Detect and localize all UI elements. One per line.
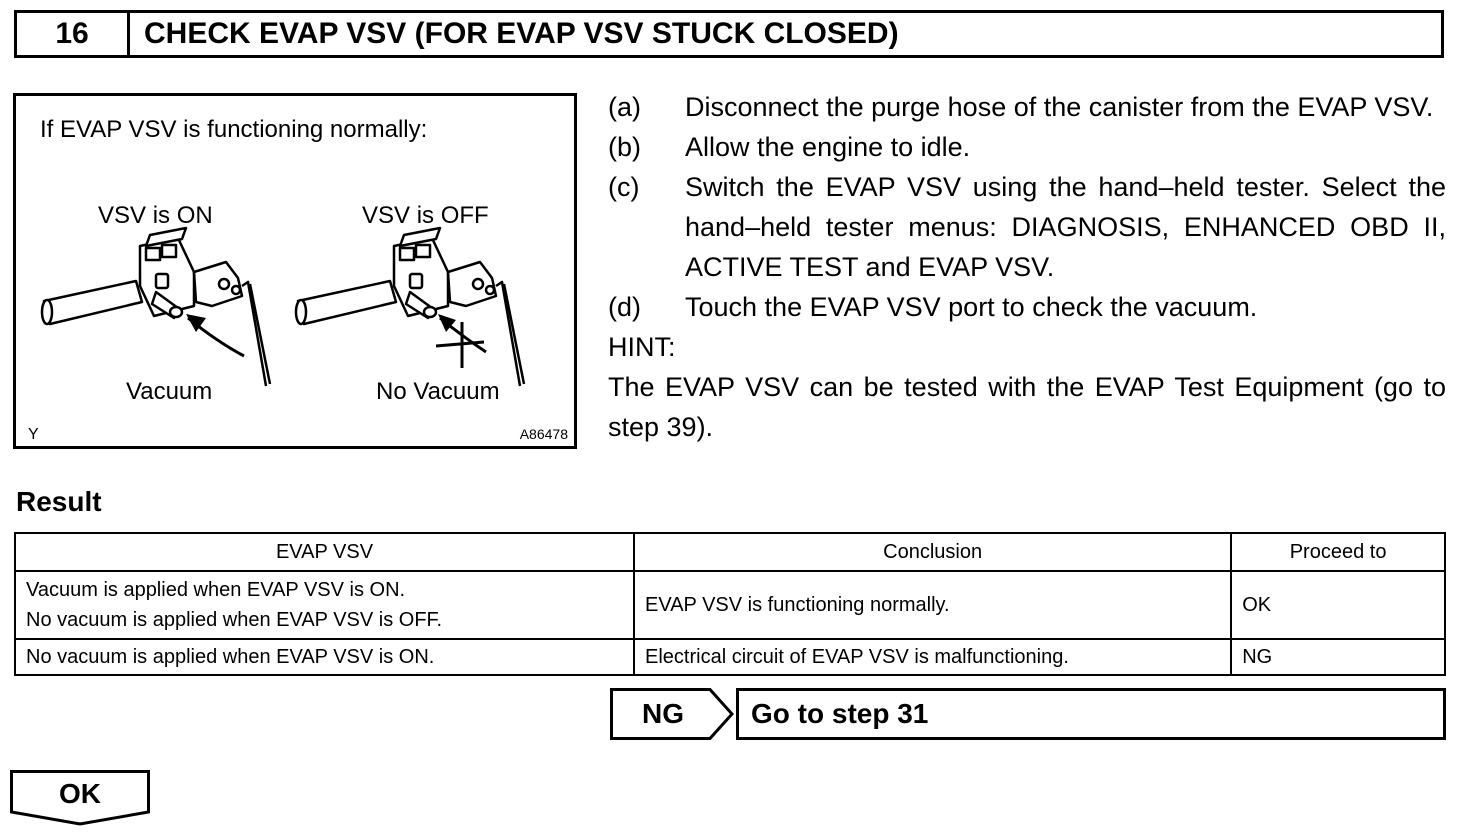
step-c — [608, 167, 1446, 287]
column-header: Proceed to — [1231, 533, 1445, 571]
conclusion-cell: Electrical circuit of EVAP VSV is malfunctioning. — [634, 639, 1231, 675]
ng-label: NG — [642, 698, 684, 729]
table-header-row — [15, 533, 1445, 571]
step-b — [608, 127, 1446, 167]
procedure-steps — [608, 87, 1446, 447]
table-row — [15, 571, 1445, 639]
ok-label: OK — [59, 778, 101, 809]
result-table — [14, 532, 1446, 676]
figure-corner-mark: Y — [28, 426, 39, 443]
vsv-drawing — [16, 96, 574, 446]
step-text: Allow the engine to idle. — [685, 132, 971, 162]
step-d — [608, 287, 1446, 327]
hint-text: The EVAP VSV can be tested with the EVAP Test Equipment (go to step 39). — [608, 372, 1446, 442]
label-vacuum: Vacuum — [126, 378, 213, 405]
table-row — [15, 639, 1445, 675]
step-text: Disconnect the purge hose of the canister from the EVAP VSV. — [685, 92, 1434, 122]
step-a — [608, 87, 1446, 127]
proceed-cell: NG — [1231, 639, 1445, 675]
step-letter: (d) — [608, 292, 641, 322]
column-header: EVAP VSV — [15, 533, 634, 571]
figure-caption: If EVAP VSV is functioning normally: — [40, 116, 428, 143]
right-hose-icon — [298, 281, 396, 324]
step-title: CHECK EVAP VSV (FOR EVAP VSV STUCK CLOSED) — [144, 17, 899, 50]
step-letter: (b) — [608, 132, 641, 162]
evap-vsv-line: Vacuum is applied when EVAP VSV is ON. — [26, 579, 406, 601]
step-letter: (c) — [608, 172, 640, 202]
label-no-vacuum: No Vacuum — [376, 378, 500, 405]
left-hose-end-icon — [42, 300, 52, 324]
step-text: Touch the EVAP VSV port to check the vacuum. — [685, 292, 1258, 322]
evap-vsv-line: No vacuum is applied when EVAP VSV is OFF. — [26, 609, 443, 631]
step-text: Switch the EVAP VSV using the hand–held tester. Select the hand–held tester menus: DIAGNOSIS, ENHANCED OBD II, ACTIVE TEST and EVAP VSV. — [685, 172, 1446, 282]
step-header — [14, 10, 1444, 58]
hint-label: HINT: — [608, 332, 676, 362]
label-vsv-off: VSV is OFF — [362, 202, 489, 229]
proceed-cell: OK — [1231, 571, 1445, 639]
label-vsv-on: VSV is ON — [98, 202, 213, 229]
left-hose-icon — [44, 281, 142, 324]
conclusion-cell: EVAP VSV is functioning normally. — [634, 571, 1231, 639]
figure-id: A86478 — [519, 426, 568, 442]
step-letter: (a) — [608, 92, 641, 122]
right-hose-end-icon — [296, 300, 306, 324]
ng-target: Go to step 31 — [736, 688, 1446, 740]
evap-vsv-cell — [15, 571, 634, 639]
result-heading: Result — [16, 486, 102, 517]
column-header: Conclusion — [634, 533, 1231, 571]
step-number: 16 — [17, 13, 130, 55]
vsv-illustration — [13, 93, 577, 449]
evap-vsv-cell: No vacuum is applied when EVAP VSV is ON. — [15, 639, 634, 675]
